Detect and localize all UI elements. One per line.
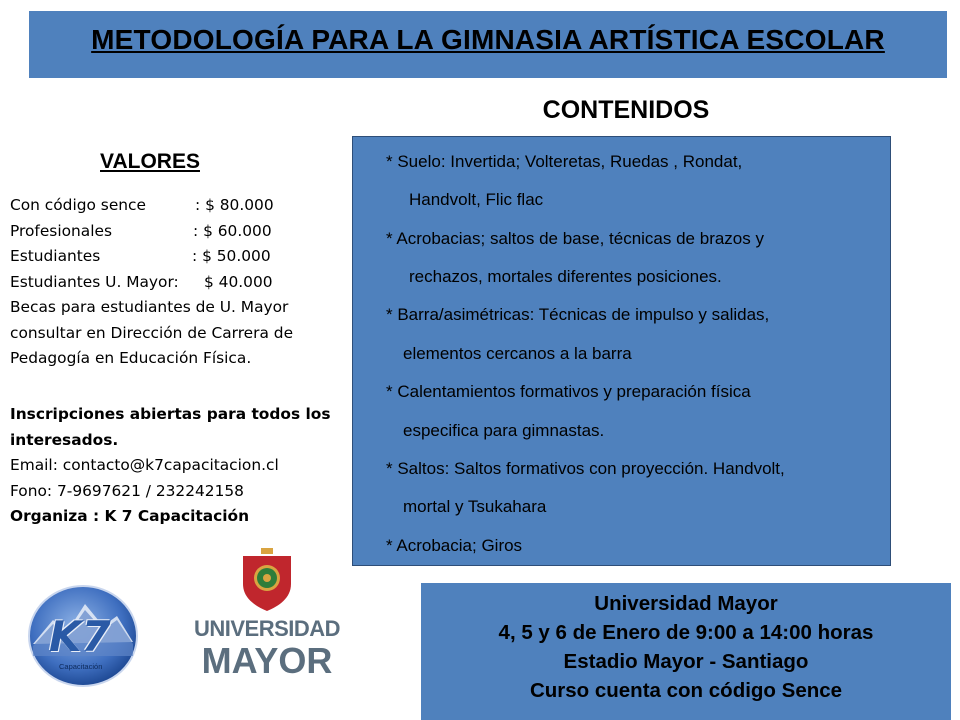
price-label: Estudiantes <box>10 247 101 265</box>
price-row <box>10 219 340 245</box>
valores-section <box>10 193 340 372</box>
contenido-line: * Calentamientos formativos y preparación física <box>386 382 751 401</box>
um-logo-line2: MAYOR <box>201 640 333 681</box>
inscripciones-line: interesados. <box>10 430 119 449</box>
contenido-line: especifica para gimnastas. <box>403 421 605 440</box>
price-value: : $ 50.000 <box>192 247 271 265</box>
becas-line: consultar en Dirección de Carrera de <box>10 323 294 342</box>
contenido-line: * Acrobacia; Giros <box>386 536 523 555</box>
contact-phone: Fono: 7-9697621 / 232242158 <box>10 481 244 500</box>
event-venue: Universidad Mayor <box>594 592 778 615</box>
price-row <box>10 244 340 270</box>
contenido-line: * Acrobacias; saltos de base, técnicas de brazos y <box>386 229 764 248</box>
price-label: Con código sence <box>10 196 146 214</box>
price-row <box>10 270 340 296</box>
price-value: $ 40.000 <box>204 272 273 291</box>
universidad-mayor-logo <box>184 540 350 690</box>
contenido-line: * Saltos: Saltos formativos con proyección. Handvolt, <box>386 459 785 478</box>
contenido-line: * Barra/asimétricas: Técnicas de impulso y salidas, <box>386 305 770 324</box>
valores-heading: VALORES <box>100 150 200 173</box>
becas-note <box>10 295 340 372</box>
inscripciones-section <box>10 402 340 530</box>
contenido-line: rechazos, mortales diferentes posiciones. <box>409 267 722 286</box>
title-banner <box>29 11 947 78</box>
contenido-line: * Suelo: Invertida; Volteretas, Ruedas , Rondat, <box>386 152 743 171</box>
price-value: : $ 80.000 <box>195 196 274 214</box>
k7-logo-caption: Capacitación <box>59 662 103 671</box>
k7-logo-text: K7 <box>49 612 111 661</box>
becas-line: Becas para estudiantes de U. Mayor <box>10 298 289 316</box>
inscripciones-line: Inscripciones abiertas para todos los <box>10 405 331 423</box>
event-sence-note: Curso cuenta con código Sence <box>529 679 843 702</box>
page-title: METODOLOGÍA PARA LA GIMNASIA ARTÍSTICA ESCOLAR <box>91 24 885 55</box>
um-shield-icon <box>239 548 295 612</box>
price-label: Profesionales <box>10 221 112 240</box>
contenido-line: mortal y Tsukahara <box>403 497 547 516</box>
organizer: Organiza : K 7 Capacitación <box>10 507 250 525</box>
price-label: Estudiantes U. Mayor: <box>10 272 179 291</box>
event-location: Estadio Mayor - Santiago <box>563 650 809 673</box>
contact-email: Email: contacto@k7capacitacion.cl <box>10 456 279 474</box>
becas-line: Pedagogía en Educación Física. <box>10 349 252 367</box>
k7-logo <box>27 584 139 688</box>
event-info-box <box>421 583 951 720</box>
um-logo-line1: UNIVERSIDAD <box>193 616 341 641</box>
contenido-line: elementos cercanos a la barra <box>403 344 632 363</box>
contenido-line: Handvolt, Flic flac <box>409 190 544 209</box>
contenidos-box <box>352 136 891 566</box>
price-row <box>10 193 340 219</box>
event-dates: 4, 5 y 6 de Enero de 9:00 a 14:00 horas <box>498 621 874 644</box>
price-value: : $ 60.000 <box>193 221 272 240</box>
contenidos-heading: CONTENIDOS <box>542 96 710 124</box>
